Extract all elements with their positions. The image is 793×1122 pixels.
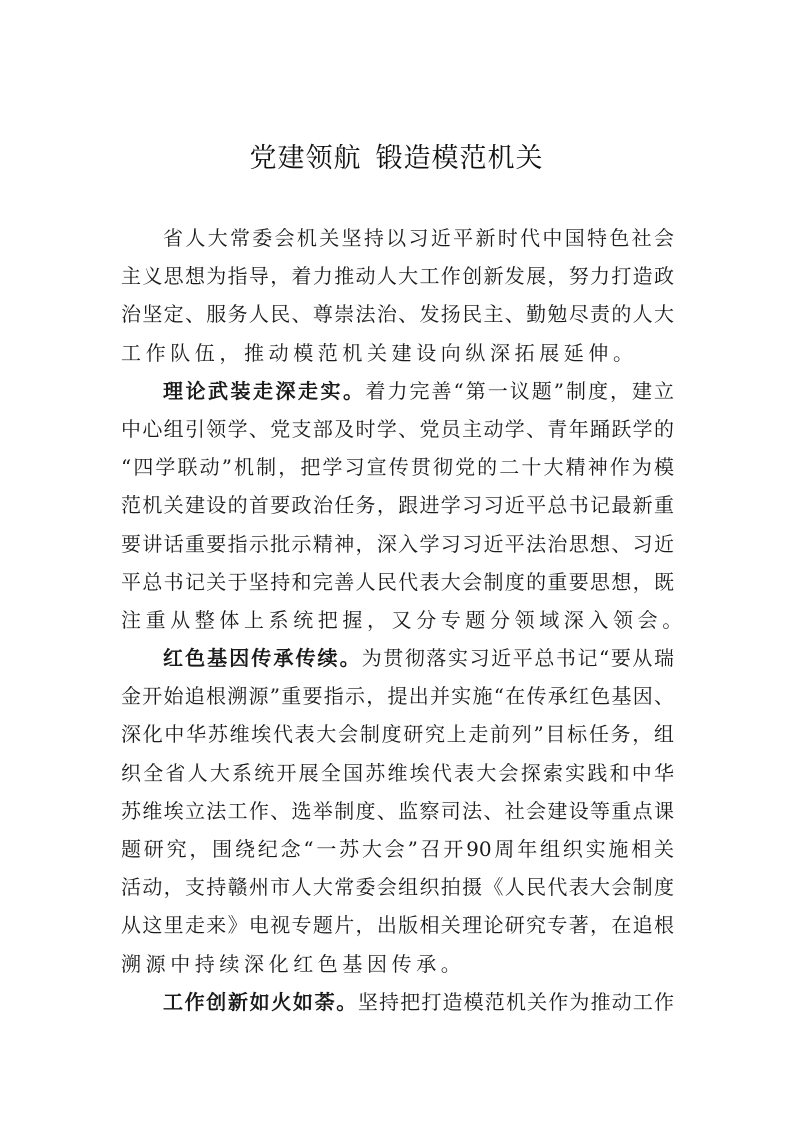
- text-line: [121, 372, 674, 410]
- text-line: 溯源中持续深化红色基因传承。: [121, 951, 466, 976]
- text-line: 平总书记关于坚持和完善人民代表大会制度的重要思想，既: [121, 569, 674, 594]
- text-line: 省人大常委会机关坚持以习近平新时代中国特色社会: [163, 226, 674, 250]
- text-run: 着力完善“第一议题”制度，建立: [365, 378, 675, 403]
- title-part-2: 锻造模范机关: [375, 143, 544, 174]
- paragraph-red-gene: [121, 639, 674, 983]
- title-part-1: 党建领航: [249, 143, 362, 174]
- text-line: 中心组引领学、党支部及时学、党员主动学、青年踊跃学的: [121, 416, 674, 441]
- text-line: 主义思想为指导，着力推动人大工作创新发展，努力打造政: [121, 264, 674, 289]
- paragraph-heading: 理论武装走深走实。: [163, 378, 366, 403]
- text-run: 为贯彻落实习近平总书记“要从瑞: [361, 646, 675, 671]
- paragraph-intro: [121, 219, 674, 372]
- text-run: 坚持把打造模范机关作为推动工作: [357, 989, 675, 1014]
- text-line: 范机关建设的首要政治任务，跟进学习习近平总书记最新重: [121, 493, 674, 518]
- text-line: 要讲话重要指示批示精神，深入学习习近平法治思想、习近: [121, 531, 674, 556]
- paragraph-theory: [121, 372, 687, 639]
- paragraph-innovation: [121, 983, 674, 1021]
- text-line: 治坚定、服务人民、尊崇法治、发扬民主、勤勉尽责的人大: [121, 302, 674, 327]
- text-line: “四学联动”机制，把学习宣传贯彻党的二十大精神作为模: [121, 455, 674, 480]
- document-title: [0, 136, 793, 175]
- text-line: [121, 983, 674, 1021]
- text-line: 注重从整体上系统把握，又分专题分领域深入领会。: [121, 607, 687, 632]
- text-line: 题研究，围绕纪念“一苏大会”召开90周年组织实施相关: [121, 837, 674, 861]
- text-line: 织全省人大系统开展全国苏维埃代表大会探索实践和中华: [121, 760, 674, 785]
- text-line: 苏维埃立法工作、选举制度、监察司法、社会建设等重点课: [121, 798, 674, 823]
- text-line: 从这里走来》电视专题片，出版相关理论研究专著，在追根: [121, 913, 674, 938]
- text-line: 工作队伍，推动模范机关建设向纵深拓展延伸。: [121, 340, 638, 365]
- paragraph-heading: 红色基因传承传续。: [163, 646, 362, 671]
- text-line: 深化中华苏维埃代表大会制度研究上走前列”目标任务，组: [121, 722, 674, 747]
- text-line: 金开始追根溯源”重要指示，提出并实施“在传承红色基因、: [121, 684, 674, 709]
- document-body: [121, 219, 687, 1021]
- text-line: 活动，支持赣州市人大常委会组织拍摄《人民代表大会制度: [121, 875, 674, 900]
- text-line: [121, 639, 674, 677]
- paragraph-heading: 工作创新如火如荼。: [163, 989, 358, 1014]
